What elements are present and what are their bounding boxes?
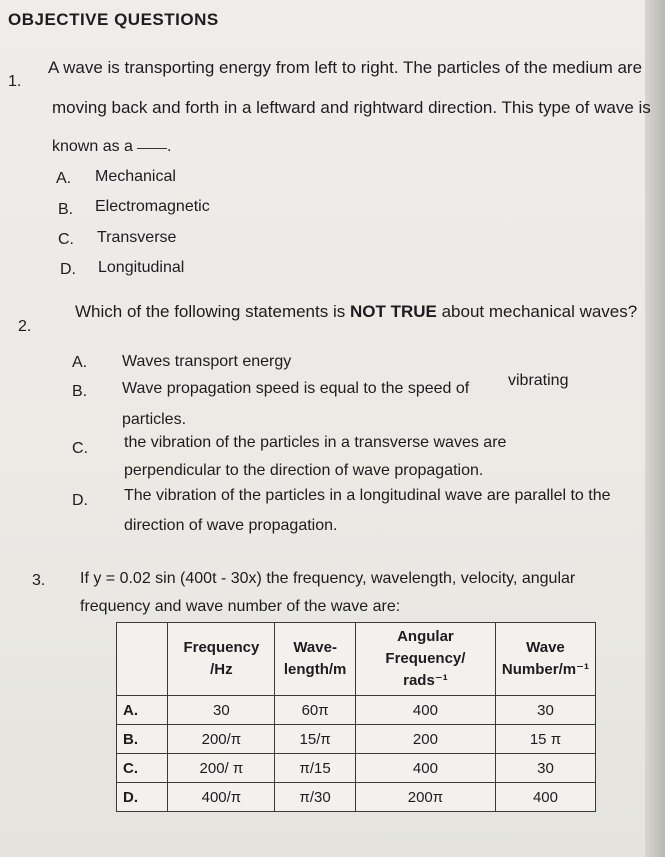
q2-option-a-letter: A. [72,354,88,371]
table-row [117,696,596,725]
q1-line-3 [52,138,171,156]
q1-option-c-letter: C. [58,231,74,248]
q2-option-c-line-1: the vibration of the particles in a transverse waves are [124,434,507,451]
q1-option-b-text: Electromagnetic [95,198,210,215]
q3-number: 3. [32,572,46,589]
q1-line-1: A wave is transporting energy from left to right. The particles of the medium are [48,58,643,77]
q2-option-d-line-1: The vibration of the particles in a longitudinal wave are parallel to the [124,487,611,504]
table-cell: 400 [495,783,595,812]
table-row [117,783,596,812]
page-edge [645,0,665,857]
table-cell: 15 π [495,725,595,754]
q2-stem-after: about mechanical waves? [441,302,638,321]
table-cell: 30 [495,696,595,725]
q2-option-c-letter: C. [72,440,88,457]
table-cell: 30 [168,696,275,725]
q1-option-b-letter: B. [58,201,74,218]
table-header-cell: Wave Number/m⁻¹ [495,623,595,696]
q1-option-d-letter: D. [60,261,76,278]
table-row [117,754,596,783]
table-cell: 200/π [168,725,275,754]
table-cell: 400 [355,754,495,783]
table-cell: 400 [355,696,495,725]
table-header-cell [117,623,168,696]
table-header-row [117,623,596,696]
q1-option-a-letter: A. [56,170,72,187]
table-cell: C. [117,754,168,783]
q2-option-d-letter: D. [72,492,88,509]
table-cell: 200 [355,725,495,754]
table-cell: B. [117,725,168,754]
table-cell: π/15 [275,754,356,783]
q1-option-d-text: Longitudinal [98,259,185,276]
q1-line-3-end: . [166,138,172,155]
table-cell: π/30 [275,783,356,812]
table-cell: 200/ π [168,754,275,783]
q3-line-1: If y = 0.02 sin (400t - 30x) the frequency, wavelength, velocity, angular [80,570,576,587]
table-row [117,725,596,754]
q2-option-b-line-1: Wave propagation speed is equal to the speed of [122,380,470,397]
q2-option-b-letter: B. [72,383,88,400]
q3-line-2: frequency and wave number of the wave are: [80,598,401,615]
q2-stem-bold: NOT TRUE [349,302,437,321]
table-cell: 30 [495,754,595,783]
table-cell: D. [117,783,168,812]
section-heading: OBJECTIVE QUESTIONS [8,10,219,29]
table-header-cell: Angular Frequency/ rads⁻¹ [355,623,495,696]
q2-stem [75,302,637,322]
table-cell: 200π [355,783,495,812]
q2-option-c-line-2: perpendicular to the direction of wave propagation. [124,462,484,479]
q1-number: 1. [8,73,22,90]
table-cell: A. [117,696,168,725]
answer-blank [137,148,167,149]
table-cell: 15/π [275,725,356,754]
table-header-cell: Wave- length/m [275,623,356,696]
q2-option-d-line-2: direction of wave propagation. [124,517,338,534]
q2-stem-before: Which of the following statements is [75,302,346,321]
q2-number: 2. [18,318,32,335]
table-cell: 400/π [168,783,275,812]
q1-option-c-text: Transverse [97,229,177,246]
table-header-cell: Frequency /Hz [168,623,275,696]
q1-line-2: moving back and forth in a leftward and rightward direction. This type of wave is [52,98,651,117]
q2-option-b-line-2: particles. [122,411,187,428]
q2-option-a-text: Waves transport energy [122,353,292,370]
answer-table [116,622,596,812]
q1-option-a-text: Mechanical [95,168,176,185]
table-cell: 60π [275,696,356,725]
q1-line-3-text: known as a [52,138,133,155]
q2-option-b-extra: vibrating [508,372,569,389]
